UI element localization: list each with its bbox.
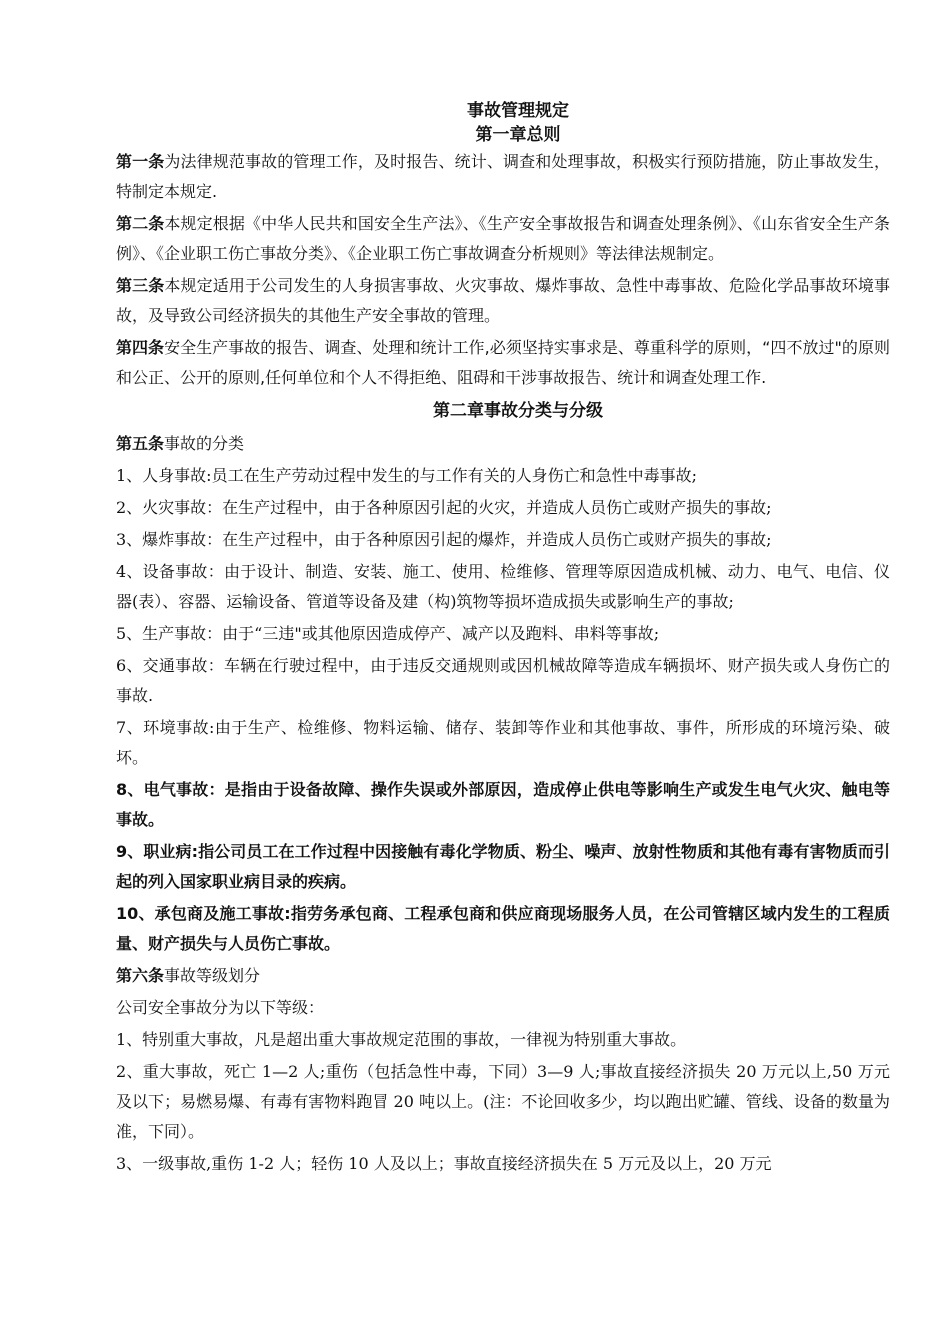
article-2-label: 第二条 <box>116 214 165 233</box>
article-3-text: 本规定适用于公司发生的人身损害事故、火灾事故、爆炸事故、急性中毒事故、危险化学品事故环境事故，及导致公司经济损失的其他生产安全事故的管理。 <box>116 276 890 325</box>
list-item-8: 8、电气事故：是指由于设备故障、操作失误或外部原因，造成停止供电等影响生产或发生电气火灾、触电等事故。 <box>116 780 890 829</box>
list-item-6: 6、交通事故：车辆在行驶过程中，由于违反交通规则或因机械故障等造成车辆损坏、财产损失或人身伤亡的事故. <box>116 656 890 705</box>
list-item-5: 5、生产事故：由于“三违"或其他原因造成停产、减产以及跑料、串料等事故; <box>116 624 660 643</box>
list-item-1: 1、人身事故:员工在生产劳动过程中发生的与工作有关的人身伤亡和急性中毒事故; <box>116 466 697 485</box>
article-6 <box>116 961 890 991</box>
list-item-10: 10、承包商及施工事故:指劳务承包商、工程承包商和供应商现场服务人员，在公司管辖区域内发生的工程质量、财产损失与人员伤亡事故。 <box>116 904 890 953</box>
grade-item-3: 3、一级事故,重伤 1-2 人；轻伤 10 人及以上；事故直接经济损失在 5 万元及以上，20 万元 <box>116 1154 772 1173</box>
article-1 <box>116 147 890 207</box>
chapter-heading-1: 第一章总则 <box>475 125 561 145</box>
article-2-text: 本规定根据《中华人民共和国安全生产法》、《生产安全事故报告和调查处理条例》、《山东省安全生产条例》、《企业职工伤亡事故分类》、《企业职工伤亡事故调查分析规则》等法律法规制定。 <box>116 214 890 263</box>
document-title: 事故管理规定 <box>467 101 569 121</box>
list-item-3: 3、爆炸事故：在生产过程中，由于各种原因引起的爆炸，并造成人员伤亡或财产损失的事故; <box>116 530 772 549</box>
article-6-label: 第六条 <box>116 966 165 985</box>
article-6-text: 事故等级划分 <box>164 966 261 985</box>
article-5-text: 事故的分类 <box>164 434 245 453</box>
list-item-9: 9、职业病:指公司员工在工作过程中因接触有毒化学物质、粉尘、噪声、放射性物质和其他有毒有害物质而引起的列入国家职业病目录的疾病。 <box>116 842 890 891</box>
article-4-label: 第四条 <box>116 338 165 357</box>
grade-item-1: 1、特别重大事故，凡是超出重大事故规定范围的事故，一律视为特别重大事故。 <box>116 1030 687 1049</box>
list-item-2: 2、火灾事故：在生产过程中，由于各种原因引起的火灾，并造成人员伤亡或财产损失的事故; <box>116 498 772 517</box>
article-1-label: 第一条 <box>116 152 165 171</box>
article-3 <box>116 271 890 331</box>
grade-item-2: 2、重大事故，死亡 1—2 人;重伤（包括急性中毒，下同）3—9 人;事故直接经济损失 20 万元以上,50 万元及以下；易燃易爆、有毒有害物料跑冒 20 吨以上。(注：不论回收多少，均以跑出贮罐、管线、设备的数量为准，下同）。 <box>116 1062 890 1141</box>
article-5 <box>116 429 890 459</box>
article-5-label: 第五条 <box>116 434 165 453</box>
article-3-label: 第三条 <box>116 276 165 295</box>
list-item-7: 7、环境事故:由于生产、检维修、物料运输、储存、装卸等作业和其他事故、事件，所形成的环境污染、破坏。 <box>116 718 890 767</box>
article-1-text: 为法律规范事故的管理工作，及时报告、统计、调查和处理事故，积极实行预防措施，防止事故发生，特制定本规定. <box>116 152 890 201</box>
article-4 <box>116 333 890 393</box>
document-content <box>116 100 890 1181</box>
article-4-text: 安全生产事故的报告、调查、处理和统计工作,必须坚持实事求是、尊重科学的原则，“四不放过"的原则和公正、公开的原则,任何单位和个人不得拒绝、阻碍和干涉事故报告、统计和调查处理工作. <box>116 338 890 387</box>
list-item-4: 4、设备事故：由于设计、制造、安装、施工、使用、检维修、管理等原因造成机械、动力、电气、电信、仪器(表）、容器、运输设备、管道等设备及建（构)筑物等损坏造成损失或影响生产的事故; <box>116 562 890 611</box>
chapter-heading-2: 第二章事故分类与分级 <box>433 401 603 421</box>
article-2 <box>116 209 890 269</box>
grade-intro: 公司安全事故分为以下等级： <box>116 998 325 1017</box>
